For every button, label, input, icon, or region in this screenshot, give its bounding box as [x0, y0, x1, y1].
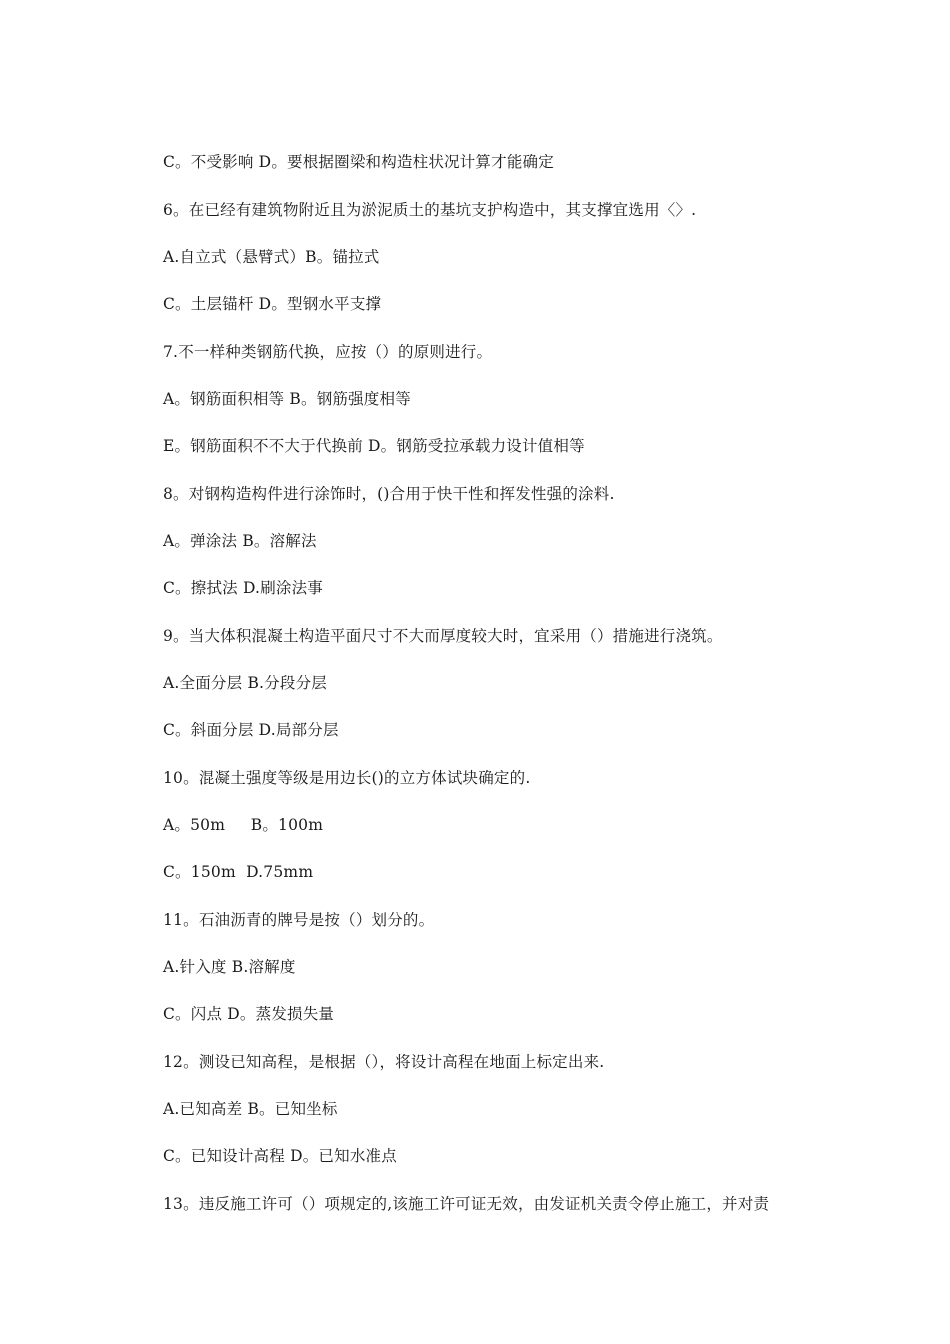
question-10: 10。混凝土强度等级是用边长()的立方体试块确定的. [163, 769, 531, 787]
option-line: C。已知设计高程 D。已知水准点 [163, 1147, 397, 1165]
question-8: 8。对钢构造构件进行涂饰时，()合用于快干性和挥发性强的涂料. [163, 485, 615, 503]
option-line: A。钢筋面积相等 B。钢筋强度相等 [163, 390, 411, 408]
option-line: A.全面分层 B.分段分层 [163, 674, 327, 692]
question-7: 7.不一样种类钢筋代换，应按（）的原则进行。 [163, 343, 493, 361]
option-line: C。土层锚杆 D。型钢水平支撑 [163, 295, 382, 313]
option-line: C。擦拭法 D.刷涂法事 [163, 579, 323, 597]
question-9: 9。当大体积混凝土构造平面尺寸不大而厚度较大时，宜采用（）措施进行浇筑。 [163, 627, 723, 645]
option-line: C。150m D.75mm [163, 863, 314, 881]
option-line: E。钢筋面积不不大于代换前 D。钢筋受拉承载力设计值相等 [163, 437, 585, 455]
option-line: C。闪点 D。蒸发损失量 [163, 1005, 335, 1023]
text-line: C。不受影响 D。要根据圈梁和构造柱状况计算才能确定 [163, 153, 554, 171]
option-line: A。50m B。100m [163, 816, 324, 834]
question-6: 6。在已经有建筑物附近且为淤泥质土的基坑支护构造中，其支撑宜选用〈〉. [163, 201, 697, 219]
option-line: A.针入度 B.溶解度 [163, 958, 296, 976]
question-11: 11。石油沥青的牌号是按（）划分的。 [163, 911, 435, 929]
option-line: A.自立式（悬臂式）B。锚拉式 [163, 248, 380, 266]
option-line: A.已知高差 B。已知坐标 [163, 1100, 338, 1118]
question-12: 12。测设已知高程，是根据（），将设计高程在地面上标定出来. [163, 1053, 605, 1071]
option-line: C。斜面分层 D.局部分层 [163, 721, 339, 739]
option-line: A。弹涂法 B。溶解法 [163, 532, 317, 550]
question-13: 13。违反施工许可（）项规定的,该施工许可证无效，由发证机关责令停止施工，并对责 [163, 1195, 770, 1213]
